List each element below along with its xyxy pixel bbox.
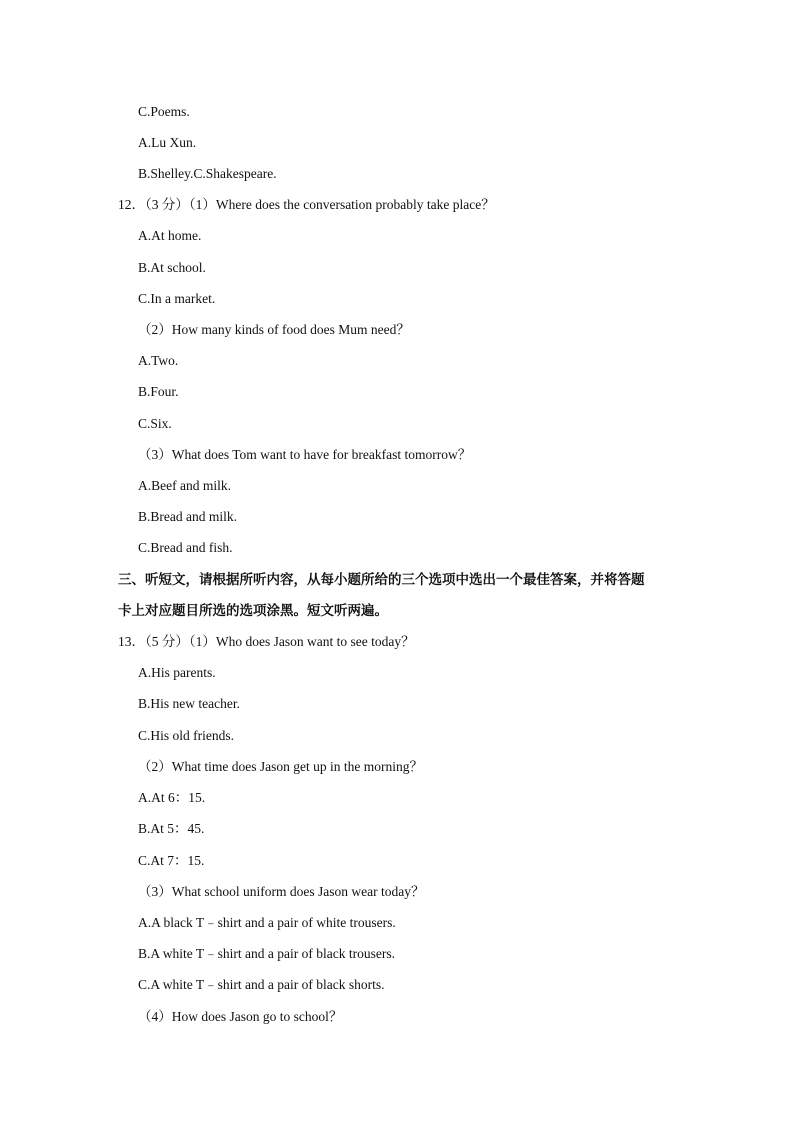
q13-1-option-a: A.His parents. [138,665,216,680]
section-3-heading-line-2: 卡上对应题目所选的选项涂黑。短文听两遍。 [118,603,388,619]
question-13-part-3: （3）What school uniform does Jason wear today？ [138,884,425,899]
question-12-part-3: （3）What does Tom want to have for breakfast tomorrow？ [138,447,472,462]
question-13-part-2: （2）What time does Jason get up in the morning？ [138,759,423,774]
q12-1-option-c: C.In a market. [138,291,216,306]
q13-1-option-b: B.His new teacher. [138,696,240,711]
section-3-heading-line-1: 三、听短文，请根据所听内容，从每小题所给的三个选项中选出一个最佳答案，并将答题 [118,572,645,588]
q12-2-option-a: A.Two. [138,353,179,368]
q12-3-option-c: C.Bread and fish. [138,540,233,555]
q13-1-option-c: C.His old friends. [138,728,234,743]
q12-2-option-c: C.Six. [138,416,172,431]
q13-3-option-a: A.A black T﹣shirt and a pair of white trousers. [138,915,396,930]
option-c-poems: C.Poems. [138,104,190,119]
q12-3-option-a: A.Beef and milk. [138,478,231,493]
question-12-part-1: 12．（3 分）（1）Where does the conversation probably take place？ [118,197,495,212]
q13-2-option-c: C.At 7：15. [138,853,205,868]
q13-3-option-c: C.A white T﹣shirt and a pair of black shorts. [138,977,385,992]
question-13-part-1: 13．（5 分）（1）Who does Jason want to see today？ [118,634,415,649]
question-13-part-4: （4）How does Jason go to school？ [138,1009,343,1024]
q13-2-option-a: A.At 6：15. [138,790,206,805]
q12-1-option-a: A.At home. [138,228,202,243]
q12-3-option-b: B.Bread and milk. [138,509,237,524]
option-a-lu-xun: A.Lu Xun. [138,135,197,150]
q12-2-option-b: B.Four. [138,384,179,399]
option-b-c-shelley-shakespeare: B.Shelley.C.Shakespeare. [138,166,277,181]
q12-1-option-b: B.At school. [138,260,206,275]
q13-2-option-b: B.At 5：45. [138,821,205,836]
question-12-part-2: （2）How many kinds of food does Mum need？ [138,322,410,337]
q13-3-option-b: B.A white T﹣shirt and a pair of black trousers. [138,946,395,961]
